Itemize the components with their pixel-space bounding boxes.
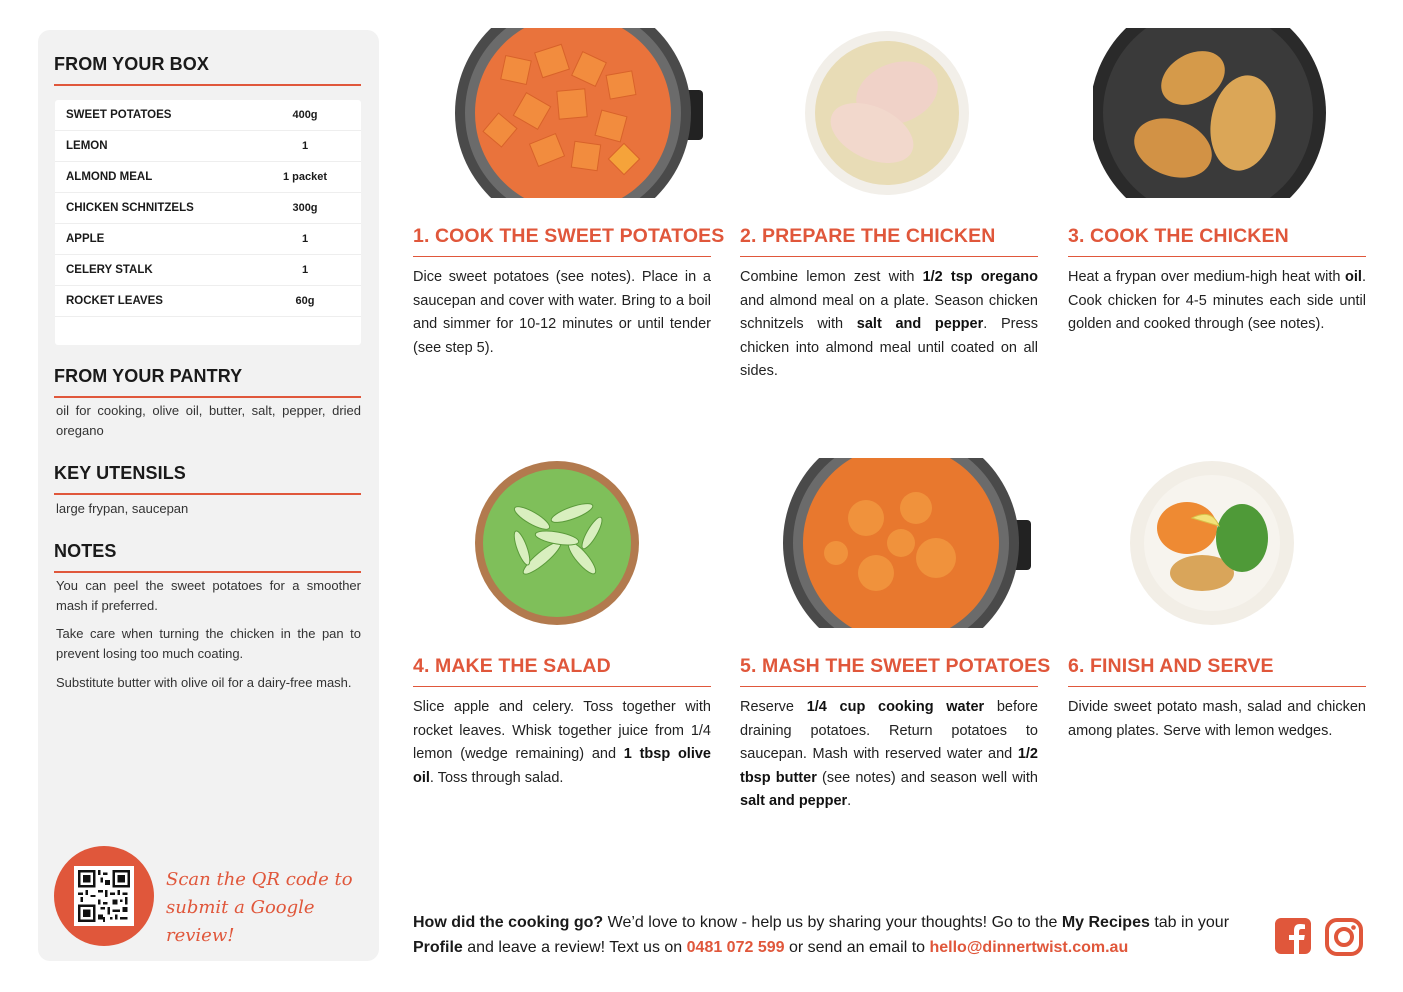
from-your-box-heading: FROM YOUR BOX [54,54,361,86]
step-5-title: 5. MASH THE SWEET POTATOES [740,655,1038,687]
step-1-title: 1. COOK THE SWEET POTATOES [413,225,711,257]
qr-caption-line: submit a Google review! [166,897,315,946]
pantry-list: oil for cooking, olive oil, butter, salt, pepper, dried oregano [56,403,361,438]
step-2-title: 2. PREPARE THE CHICKEN [740,225,1038,257]
step-4-body [413,696,711,790]
step-bold-text: 1 tbsp olive oil [413,746,711,786]
footer-text: or send an email to [784,939,930,956]
notes-heading: NOTES [54,541,361,573]
ingredient-quantity: 1 [301,140,309,152]
step-2-body [740,266,1038,384]
step-bold-text: oil [1345,269,1362,285]
step-bold-text: salt and pepper [740,793,848,809]
qr-code-icon[interactable] [74,866,134,926]
step-text: before draining potatoes. Return potatoes to saucepan. Mash with reserved water and [740,699,1038,762]
qr-caption-line: Scan the QR code to [166,869,353,890]
box-ingredient-row [55,193,361,224]
chicken-almond-meal-plate-image [802,28,972,198]
step-bold-text: 1/2 tsp oregano [922,269,1038,285]
footer-text: Profile [413,939,463,956]
key-utensils-heading: KEY UTENSILS [54,463,361,495]
facebook-icon[interactable] [1275,918,1313,956]
contact-link[interactable]: hello@dinnertwist.com.au [929,939,1129,956]
ingredient-name: SWEET POTATOES [66,109,172,121]
qr-review-caption [166,866,366,950]
step-6-body [1068,696,1366,743]
from-your-pantry-heading: FROM YOUR PANTRY [54,366,361,398]
ingredient-name: ROCKET LEAVES [66,295,163,307]
note-item: You can peel the sweet potatoes for a smoother mash if preferred. [56,578,361,613]
step-6-title: 6. FINISH AND SERVE [1068,655,1366,687]
step-text: Divide sweet potato mash, salad and chicken among plates. Serve with lemon wedges. [1068,699,1366,739]
step-text: Slice apple and celery. Toss together with rocket leaves. Whisk together juice from 1/4 lemon (wedge remaining) and [413,699,711,762]
ingredient-name: APPLE [66,233,105,245]
note-item: Take care when turning the chicken in the pan to prevent losing too much coating. [56,626,361,661]
footer-text: How did the cooking go? [413,914,604,931]
step-text: Dice sweet potatoes (see notes). Place in a saucepan and cover with water. Bring to a boil and simmer for 10-12 minutes or until tender (see step 5). [413,269,711,356]
ingredient-quantity: 1 [301,233,309,245]
ingredient-name: CELERY STALK [66,264,153,276]
footer-text: My Recipes [1061,914,1150,931]
step-text: Combine lemon zest with [740,269,923,285]
sweet-potato-mash-saucepan-image [776,458,1036,628]
ingredients-sidebar [38,30,379,961]
step-1-body [413,266,711,360]
feedback-footer [413,910,1263,960]
salad-bowl-image [472,458,642,628]
step-text: Reserve [740,699,807,715]
box-ingredient-row [55,100,361,131]
box-ingredient-row [55,255,361,286]
footer-text: tab in your [1149,914,1230,931]
ingredient-quantity: 60g [295,295,315,307]
footer-text: and leave a review! Text us on [462,939,687,956]
contact-link[interactable]: 0481 072 599 [686,939,785,956]
ingredient-quantity: 1 packet [282,171,328,183]
step-text: . Cook chicken for 4-5 minutes each side until golden and cooked through (see notes). [1068,269,1366,332]
chicken-in-frypan-image [1093,28,1333,198]
box-ingredient-row [55,131,361,162]
ingredient-quantity: 1 [301,264,309,276]
footer-text: We’d love to know - help us by sharing your thoughts! Go to the [603,914,1062,931]
step-bold-text: 1/2 tbsp butter [740,746,1038,786]
step-text: . [847,793,852,809]
utensils-list: large frypan, saucepan [56,501,189,516]
ingredient-name: LEMON [66,140,108,152]
ingredient-name: ALMOND MEAL [66,171,153,183]
ingredient-quantity: 400g [292,109,318,121]
step-text: and almond meal on a plate. Season chicken schnitzels with [740,292,1038,332]
step-text: . Toss through salad. [429,769,564,786]
step-text: (see notes) and season well with [816,769,1038,786]
step-4-title: 4. MAKE THE SALAD [413,655,711,687]
finished-plate-image [1127,458,1297,628]
step-3-title: 3. COOK THE CHICKEN [1068,225,1366,257]
box-ingredient-row [55,224,361,255]
box-ingredient-row [55,162,361,193]
box-ingredients-table [55,100,361,345]
note-item: Substitute butter with olive oil for a dairy-free mash. [56,675,352,690]
sweet-potatoes-saucepan-image [448,28,708,198]
qr-code-badge[interactable] [54,846,154,946]
step-bold-text: 1/4 cup cooking water [806,699,985,715]
step-5-body [740,696,1038,814]
step-bold-text: salt and pepper [856,316,984,332]
step-text: . Press chicken into almond meal until coated on all sides. [740,316,1039,379]
step-3-body [1068,266,1366,337]
ingredient-quantity: 300g [292,202,318,214]
step-text: Heat a frypan over medium-high heat with [1068,269,1346,285]
box-ingredient-row [55,286,361,317]
ingredient-name: CHICKEN SCHNITZELS [66,202,194,214]
instagram-icon[interactable] [1325,918,1363,956]
